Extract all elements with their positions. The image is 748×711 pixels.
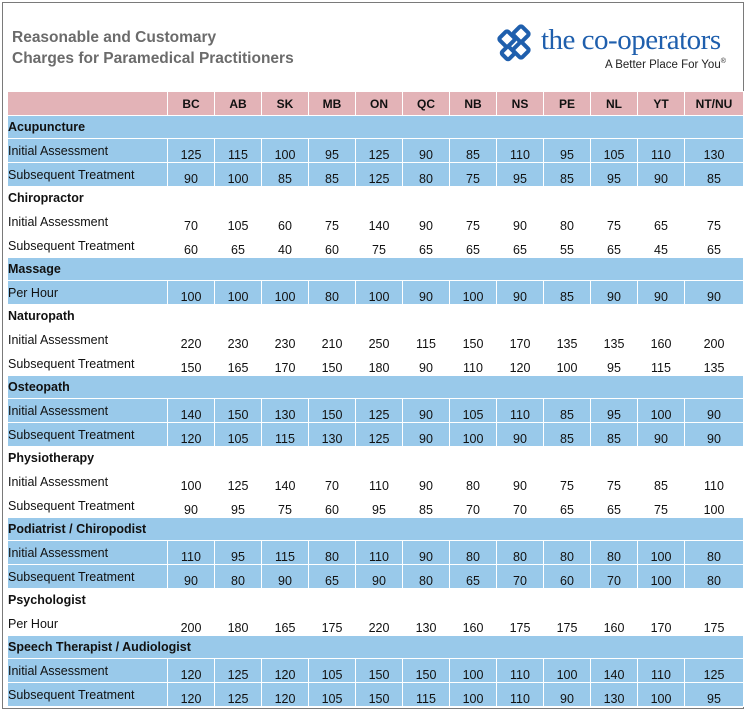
rates-table-body <box>8 116 744 707</box>
rate-cell: 125 <box>356 399 403 423</box>
province-header-qc: QC <box>403 92 450 116</box>
rate-cell: 115 <box>215 139 262 163</box>
rate-cell: 150 <box>309 399 356 423</box>
rate-cell: 90 <box>685 399 744 423</box>
rate-cell: 90 <box>403 352 450 376</box>
rates-table <box>7 91 744 707</box>
rate-cell: 60 <box>309 494 356 518</box>
rate-cell: 110 <box>168 541 215 565</box>
section-title: Naturopath <box>8 305 744 328</box>
rate-cell: 150 <box>450 328 497 352</box>
rate-cell: 110 <box>497 659 544 683</box>
logo-tagline-text: A Better Place For You <box>605 58 721 71</box>
rate-cell: 170 <box>262 352 309 376</box>
rate-cell: 140 <box>591 659 638 683</box>
rate-cell: 90 <box>685 423 744 447</box>
province-header-bc: BC <box>168 92 215 116</box>
rate-cell: 80 <box>544 541 591 565</box>
rate-cell: 175 <box>685 612 744 636</box>
rate-cell: 135 <box>685 352 744 376</box>
rate-cell: 110 <box>497 399 544 423</box>
rate-cell: 70 <box>497 565 544 589</box>
rate-cell: 105 <box>309 683 356 707</box>
rate-cell: 55 <box>544 234 591 258</box>
row-label: Initial Assessment <box>8 470 168 494</box>
rate-cell: 90 <box>544 683 591 707</box>
rate-cell: 75 <box>356 234 403 258</box>
rate-cell: 110 <box>356 541 403 565</box>
rate-cell: 65 <box>215 234 262 258</box>
rate-cell: 150 <box>356 683 403 707</box>
rate-cell: 70 <box>309 470 356 494</box>
rate-cell: 100 <box>544 659 591 683</box>
section-header-row <box>8 187 744 210</box>
rate-cell: 165 <box>215 352 262 376</box>
rate-cell: 65 <box>591 494 638 518</box>
rate-cell: 80 <box>450 541 497 565</box>
rate-cell: 135 <box>544 328 591 352</box>
rate-cell: 115 <box>403 328 450 352</box>
rate-cell: 100 <box>685 494 744 518</box>
section-header-row <box>8 376 744 399</box>
rate-cell: 95 <box>591 163 638 187</box>
rate-cell: 65 <box>497 234 544 258</box>
rate-cell: 85 <box>309 163 356 187</box>
rate-cell: 230 <box>262 328 309 352</box>
rate-cell: 75 <box>262 494 309 518</box>
rate-cell: 80 <box>591 541 638 565</box>
rate-cell: 125 <box>215 470 262 494</box>
rate-cell: 80 <box>309 281 356 305</box>
rate-cell: 85 <box>544 281 591 305</box>
rate-cell: 95 <box>544 139 591 163</box>
section-title: Psychologist <box>8 589 744 612</box>
province-header-ab: AB <box>215 92 262 116</box>
rate-cell: 90 <box>638 281 685 305</box>
rate-cell: 90 <box>497 423 544 447</box>
rate-cell: 115 <box>638 352 685 376</box>
rate-cell: 75 <box>450 163 497 187</box>
rate-cell: 140 <box>168 399 215 423</box>
section-title: Massage <box>8 258 744 281</box>
rate-cell: 90 <box>497 281 544 305</box>
row-label: Per Hour <box>8 281 168 305</box>
rate-cell: 175 <box>309 612 356 636</box>
province-header-nl: NL <box>591 92 638 116</box>
rate-cell: 120 <box>168 659 215 683</box>
rate-cell: 200 <box>685 328 744 352</box>
rate-cell: 120 <box>262 659 309 683</box>
rate-cell: 85 <box>544 163 591 187</box>
rate-cell: 135 <box>591 328 638 352</box>
rate-cell: 95 <box>309 139 356 163</box>
rate-cell: 210 <box>309 328 356 352</box>
document-title <box>12 27 294 69</box>
table-row <box>8 210 744 234</box>
rate-cell: 130 <box>591 683 638 707</box>
rate-cell: 110 <box>356 470 403 494</box>
table-row <box>8 163 744 187</box>
rate-cell: 100 <box>544 352 591 376</box>
rate-cell: 165 <box>262 612 309 636</box>
table-row <box>8 328 744 352</box>
rate-cell: 105 <box>215 423 262 447</box>
province-header-pe: PE <box>544 92 591 116</box>
section-header-row <box>8 305 744 328</box>
row-label: Subsequent Treatment <box>8 352 168 376</box>
table-row <box>8 352 744 376</box>
logo-knot-icon <box>493 24 539 64</box>
rate-cell: 65 <box>403 234 450 258</box>
row-label: Subsequent Treatment <box>8 234 168 258</box>
rate-cell: 115 <box>403 683 450 707</box>
row-label: Initial Assessment <box>8 541 168 565</box>
rate-cell: 105 <box>215 210 262 234</box>
row-label: Initial Assessment <box>8 399 168 423</box>
rate-cell: 90 <box>638 163 685 187</box>
rate-cell: 65 <box>638 210 685 234</box>
rate-cell: 90 <box>403 470 450 494</box>
rate-cell: 120 <box>262 683 309 707</box>
rate-cell: 100 <box>638 683 685 707</box>
co-operators-logo <box>493 23 741 75</box>
rate-cell: 220 <box>168 328 215 352</box>
section-header-row <box>8 518 744 541</box>
row-label: Subsequent Treatment <box>8 163 168 187</box>
rate-cell: 85 <box>638 470 685 494</box>
rate-cell: 95 <box>215 541 262 565</box>
rate-cell: 75 <box>591 210 638 234</box>
row-label: Per Hour <box>8 612 168 636</box>
rate-cell: 95 <box>591 352 638 376</box>
rate-cell: 70 <box>450 494 497 518</box>
rate-cell: 100 <box>356 281 403 305</box>
rate-cell: 90 <box>403 423 450 447</box>
rate-cell: 115 <box>262 541 309 565</box>
table-row <box>8 399 744 423</box>
rate-cell: 90 <box>497 210 544 234</box>
document-page <box>2 2 744 709</box>
rate-cell: 85 <box>450 139 497 163</box>
rate-cell: 40 <box>262 234 309 258</box>
rate-cell: 200 <box>168 612 215 636</box>
rate-cell: 75 <box>638 494 685 518</box>
table-row <box>8 281 744 305</box>
rate-cell: 105 <box>309 659 356 683</box>
rate-cell: 65 <box>309 565 356 589</box>
rate-cell: 130 <box>309 423 356 447</box>
row-label: Initial Assessment <box>8 139 168 163</box>
rate-cell: 80 <box>685 565 744 589</box>
rate-cell: 90 <box>403 281 450 305</box>
rate-cell: 90 <box>403 139 450 163</box>
rate-cell: 110 <box>685 470 744 494</box>
logo-tagline <box>605 58 726 71</box>
table-row <box>8 565 744 589</box>
rate-cell: 100 <box>450 281 497 305</box>
rate-cell: 230 <box>215 328 262 352</box>
title-line-1: Reasonable and Customary <box>12 29 217 46</box>
rate-cell: 160 <box>591 612 638 636</box>
rate-cell: 90 <box>168 494 215 518</box>
rate-cell: 90 <box>638 423 685 447</box>
rate-cell: 105 <box>591 139 638 163</box>
province-header-sk: SK <box>262 92 309 116</box>
rate-cell: 80 <box>450 470 497 494</box>
rate-cell: 110 <box>497 139 544 163</box>
section-header-row <box>8 258 744 281</box>
section-header-row <box>8 636 744 659</box>
table-row <box>8 612 744 636</box>
table-row <box>8 423 744 447</box>
section-header-row <box>8 589 744 612</box>
rate-cell: 95 <box>685 683 744 707</box>
rate-cell: 60 <box>168 234 215 258</box>
rate-cell: 75 <box>591 470 638 494</box>
rate-cell: 110 <box>638 139 685 163</box>
rate-cell: 85 <box>544 399 591 423</box>
section-header-row <box>8 116 744 139</box>
rate-cell: 180 <box>215 612 262 636</box>
rate-cell: 85 <box>403 494 450 518</box>
rate-cell: 115 <box>262 423 309 447</box>
logo-wordmark: the co-operators <box>541 24 721 56</box>
rate-cell: 80 <box>309 541 356 565</box>
rate-cell: 90 <box>356 565 403 589</box>
table-row <box>8 139 744 163</box>
rate-cell: 110 <box>638 659 685 683</box>
rate-cell: 125 <box>356 163 403 187</box>
rate-cell: 90 <box>168 163 215 187</box>
table-row <box>8 683 744 707</box>
rate-cell: 45 <box>638 234 685 258</box>
rate-cell: 100 <box>638 541 685 565</box>
section-title: Acupuncture <box>8 116 744 139</box>
province-header-on: ON <box>356 92 403 116</box>
rate-cell: 90 <box>497 470 544 494</box>
rate-cell: 70 <box>497 494 544 518</box>
rate-cell: 60 <box>544 565 591 589</box>
rate-cell: 100 <box>262 139 309 163</box>
rate-cell: 70 <box>168 210 215 234</box>
title-line-2: Charges for Paramedical Practitioners <box>12 50 294 67</box>
rate-cell: 150 <box>403 659 450 683</box>
rate-cell: 80 <box>685 541 744 565</box>
rate-cell: 95 <box>497 163 544 187</box>
rate-cell: 100 <box>168 470 215 494</box>
rate-cell: 90 <box>685 281 744 305</box>
rate-cell: 60 <box>309 234 356 258</box>
rate-cell: 120 <box>497 352 544 376</box>
rate-cell: 100 <box>638 399 685 423</box>
rate-cell: 125 <box>168 139 215 163</box>
province-header-mb: MB <box>309 92 356 116</box>
rate-cell: 150 <box>168 352 215 376</box>
rate-cell: 170 <box>638 612 685 636</box>
row-label: Initial Assessment <box>8 328 168 352</box>
table-row <box>8 494 744 518</box>
section-title: Chiropractor <box>8 187 744 210</box>
rate-cell: 125 <box>356 139 403 163</box>
rate-cell: 75 <box>309 210 356 234</box>
rate-cell: 65 <box>450 234 497 258</box>
rate-cell: 150 <box>356 659 403 683</box>
rate-cell: 140 <box>262 470 309 494</box>
rate-cell: 80 <box>544 210 591 234</box>
rate-cell: 65 <box>591 234 638 258</box>
row-label: Subsequent Treatment <box>8 423 168 447</box>
section-title: Physiotherapy <box>8 447 744 470</box>
rate-cell: 70 <box>591 565 638 589</box>
rate-cell: 90 <box>403 399 450 423</box>
table-row <box>8 541 744 565</box>
row-label: Subsequent Treatment <box>8 565 168 589</box>
rate-cell: 90 <box>403 541 450 565</box>
province-header-nb: NB <box>450 92 497 116</box>
rate-cell: 80 <box>215 565 262 589</box>
rate-cell: 130 <box>403 612 450 636</box>
province-header-row <box>8 92 744 116</box>
rate-cell: 95 <box>215 494 262 518</box>
rate-cell: 175 <box>544 612 591 636</box>
province-header-yt: YT <box>638 92 685 116</box>
rate-cell: 100 <box>638 565 685 589</box>
rate-cell: 85 <box>262 163 309 187</box>
rate-cell: 85 <box>685 163 744 187</box>
rate-cell: 150 <box>215 399 262 423</box>
rate-cell: 140 <box>356 210 403 234</box>
rate-cell: 75 <box>450 210 497 234</box>
rate-cell: 160 <box>638 328 685 352</box>
rate-cell: 100 <box>168 281 215 305</box>
rate-cell: 125 <box>356 423 403 447</box>
rate-cell: 220 <box>356 612 403 636</box>
rate-cell: 160 <box>450 612 497 636</box>
rate-cell: 170 <box>497 328 544 352</box>
rate-cell: 65 <box>544 494 591 518</box>
rate-cell: 100 <box>262 281 309 305</box>
rate-cell: 250 <box>356 328 403 352</box>
rate-cell: 85 <box>591 423 638 447</box>
rate-cell: 90 <box>591 281 638 305</box>
header-blank-cell <box>8 92 168 116</box>
rate-cell: 80 <box>403 565 450 589</box>
row-label: Subsequent Treatment <box>8 494 168 518</box>
province-header-nt-nu: NT/NU <box>685 92 744 116</box>
province-header-ns: NS <box>497 92 544 116</box>
rate-cell: 120 <box>168 683 215 707</box>
section-title: Osteopath <box>8 376 744 399</box>
rate-cell: 105 <box>450 399 497 423</box>
rate-cell: 90 <box>262 565 309 589</box>
rate-cell: 175 <box>497 612 544 636</box>
table-row <box>8 234 744 258</box>
rate-cell: 85 <box>544 423 591 447</box>
rate-cell: 125 <box>215 659 262 683</box>
rate-cell: 65 <box>685 234 744 258</box>
rate-cell: 75 <box>685 210 744 234</box>
rate-cell: 65 <box>450 565 497 589</box>
rate-cell: 80 <box>497 541 544 565</box>
rate-cell: 110 <box>497 683 544 707</box>
rate-cell: 100 <box>450 659 497 683</box>
rate-cell: 125 <box>685 659 744 683</box>
rate-cell: 150 <box>309 352 356 376</box>
registered-mark: ® <box>720 58 726 65</box>
section-header-row <box>8 447 744 470</box>
rate-cell: 90 <box>168 565 215 589</box>
rate-cell: 180 <box>356 352 403 376</box>
rate-cell: 100 <box>450 423 497 447</box>
rate-cell: 100 <box>215 163 262 187</box>
row-label: Subsequent Treatment <box>8 683 168 707</box>
rate-cell: 95 <box>356 494 403 518</box>
rate-cell: 75 <box>544 470 591 494</box>
rate-cell: 130 <box>262 399 309 423</box>
rate-cell: 125 <box>215 683 262 707</box>
rate-cell: 120 <box>168 423 215 447</box>
row-label: Initial Assessment <box>8 210 168 234</box>
rate-cell: 60 <box>262 210 309 234</box>
row-label: Initial Assessment <box>8 659 168 683</box>
rate-cell: 95 <box>591 399 638 423</box>
section-title: Podiatrist / Chiropodist <box>8 518 744 541</box>
section-title: Speech Therapist / Audiologist <box>8 636 744 659</box>
rate-cell: 110 <box>450 352 497 376</box>
rate-cell: 90 <box>403 210 450 234</box>
rate-cell: 100 <box>450 683 497 707</box>
rate-cell: 100 <box>215 281 262 305</box>
table-row <box>8 659 744 683</box>
rate-cell: 130 <box>685 139 744 163</box>
table-row <box>8 470 744 494</box>
rate-cell: 80 <box>403 163 450 187</box>
